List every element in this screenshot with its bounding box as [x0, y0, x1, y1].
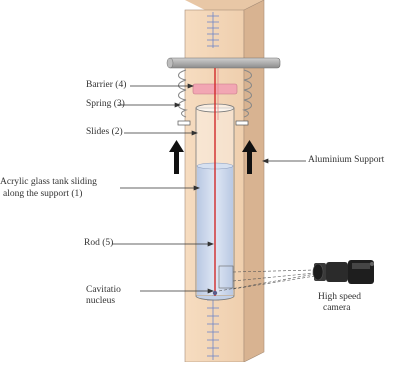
- label-tank-line1: Acrylic glass tank sliding: [0, 177, 97, 187]
- label-nucleus-line1: Cavitatio: [86, 285, 121, 295]
- label-barrier: Barrier (4): [86, 80, 127, 90]
- crossbar: [167, 58, 280, 68]
- camera-icon: [313, 260, 374, 284]
- label-camera-line2: camera: [323, 303, 351, 313]
- label-nucleus-line2: nucleus: [86, 296, 116, 306]
- label-camera-line1: High speed: [318, 292, 362, 302]
- cavitation-nucleus: [213, 291, 217, 295]
- label-spring: Spring (3): [86, 99, 125, 109]
- label-rod: Rod (5): [84, 238, 114, 248]
- label-tank-line2: along the support (1): [3, 189, 83, 199]
- label-slides: Slides (2): [86, 127, 123, 137]
- label-support: Aluminium Support: [308, 155, 385, 165]
- arrow-up-icon: [169, 140, 184, 174]
